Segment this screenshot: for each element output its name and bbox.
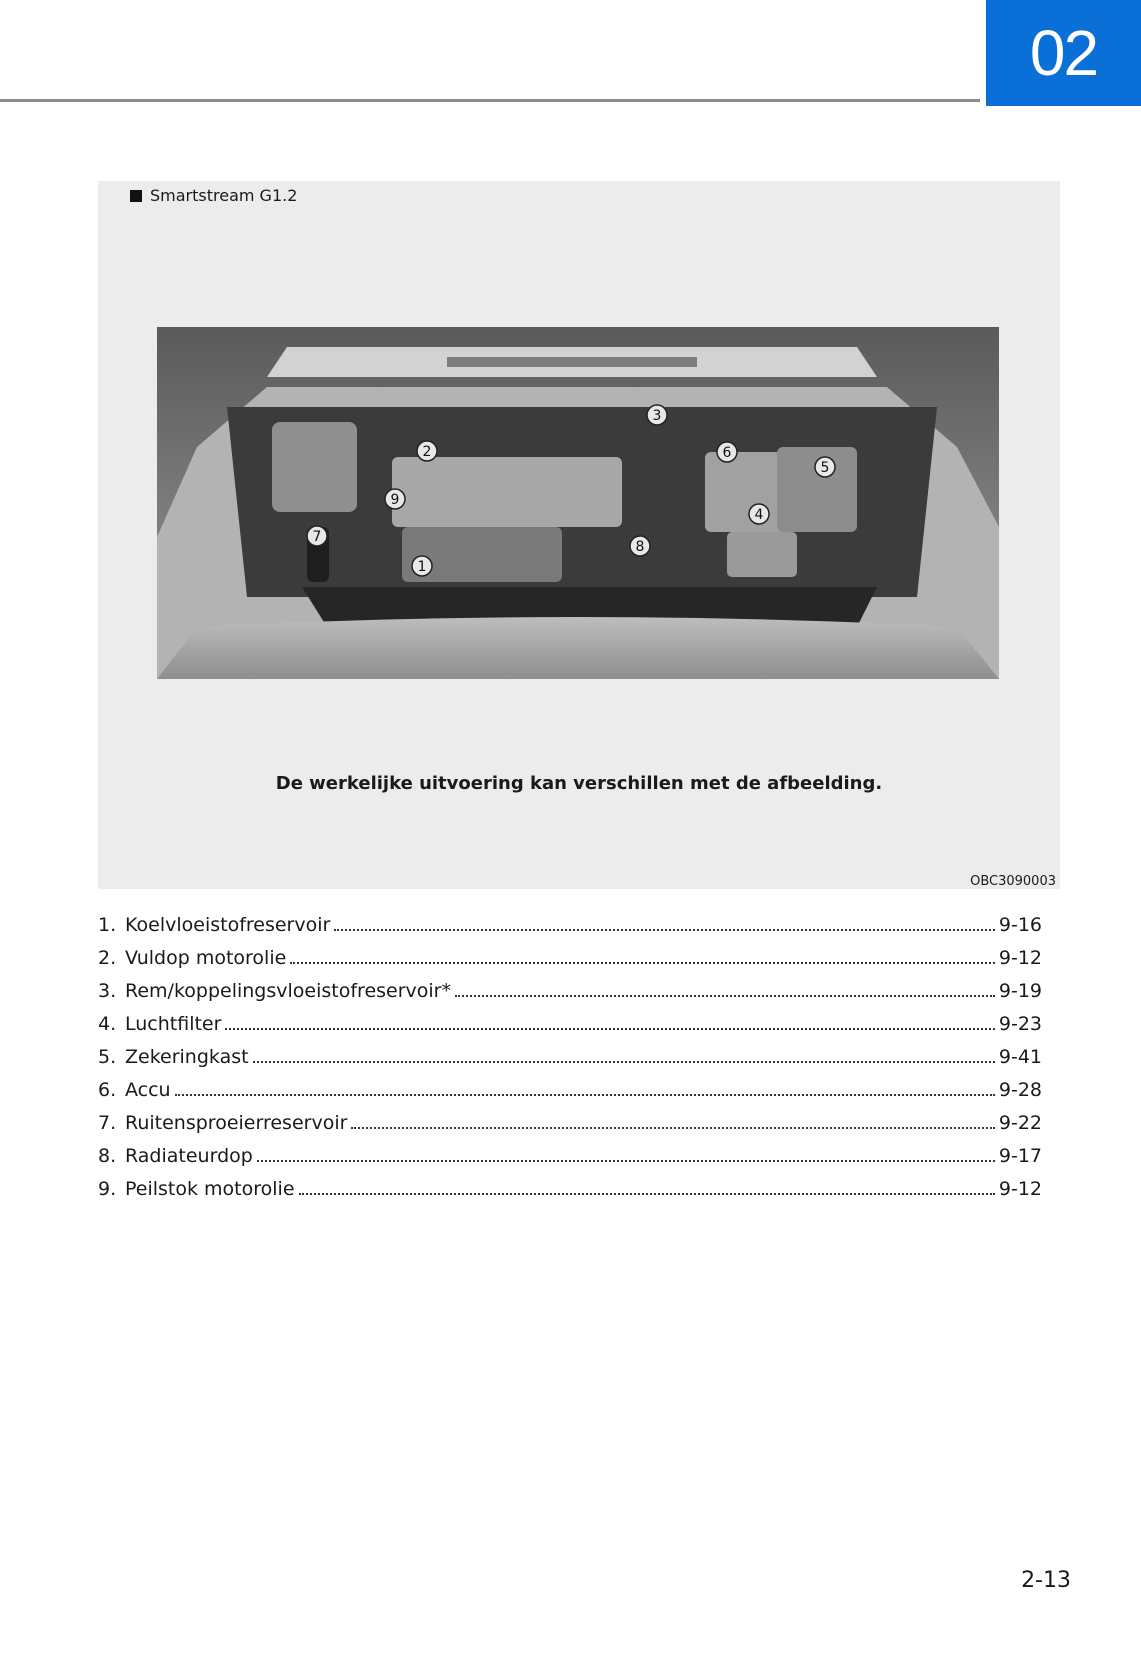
- callout-6: 6: [722, 445, 732, 461]
- item-page: 9-17: [998, 1145, 1042, 1167]
- item-label: Luchtfilter: [125, 1013, 222, 1035]
- list-item: [98, 1178, 1042, 1211]
- list-item: [98, 1013, 1042, 1046]
- list-item: [98, 1079, 1042, 1112]
- engine-figure: [98, 181, 1060, 889]
- dot-leader: [225, 1028, 994, 1030]
- item-page: 9-19: [998, 980, 1042, 1002]
- item-page: 9-12: [998, 947, 1042, 969]
- item-page: 9-22: [998, 1112, 1042, 1134]
- callout-3: 3: [652, 408, 662, 424]
- callout-2: 2: [422, 444, 432, 460]
- item-page: 9-12: [998, 1178, 1042, 1200]
- item-label: Peilstok motorolie: [125, 1178, 295, 1200]
- figure-label: [130, 186, 297, 205]
- dot-leader: [253, 1061, 995, 1063]
- item-label: Ruitensproeierreservoir: [125, 1112, 348, 1134]
- callout-9: 9: [390, 492, 400, 508]
- component-list: [98, 914, 1042, 1211]
- engine-bay-svg: [157, 327, 999, 679]
- dot-leader: [175, 1094, 995, 1096]
- engine-bay-illustration: [157, 327, 999, 679]
- item-label: Vuldop motorolie: [125, 947, 287, 969]
- figure-note: De werkelijke uitvoering kan verschillen met de afbeelding.: [275, 773, 883, 794]
- dot-leader: [455, 995, 995, 997]
- item-number: 4.: [98, 1013, 117, 1035]
- item-page: 9-16: [998, 914, 1042, 936]
- item-number: 7.: [98, 1112, 117, 1134]
- dot-leader: [290, 962, 995, 964]
- callout-8: 8: [635, 539, 645, 555]
- figure-label-text: Smartstream G1.2: [150, 186, 298, 205]
- list-item: [98, 1145, 1042, 1178]
- list-item: [98, 1046, 1042, 1079]
- item-number: 9.: [98, 1178, 117, 1200]
- figure-code: OBC3090003: [970, 874, 1056, 889]
- list-item: [98, 947, 1042, 980]
- callout-4: 4: [754, 507, 764, 523]
- callout-5: 5: [820, 460, 830, 476]
- item-label: Koelvloeistofreservoir: [125, 914, 331, 936]
- dot-leader: [334, 929, 995, 931]
- item-number: 2.: [98, 947, 117, 969]
- item-number: 8.: [98, 1145, 117, 1167]
- chapter-tab: 02: [986, 0, 1141, 106]
- item-page: 9-28: [998, 1079, 1042, 1101]
- item-label: Accu: [125, 1079, 171, 1101]
- dot-leader: [351, 1127, 994, 1129]
- item-label: Zekeringkast: [125, 1046, 249, 1068]
- callout-1: 1: [417, 559, 427, 575]
- dot-leader: [257, 1160, 995, 1162]
- list-item: [98, 1112, 1042, 1145]
- item-number: 1.: [98, 914, 117, 936]
- header-rule: [0, 99, 980, 102]
- item-number: 6.: [98, 1079, 117, 1101]
- dot-leader: [299, 1193, 995, 1195]
- item-page: 9-23: [998, 1013, 1042, 1035]
- list-item: [98, 914, 1042, 947]
- item-number: 5.: [98, 1046, 117, 1068]
- item-number: 3.: [98, 980, 117, 1002]
- item-label: Radiateurdop: [125, 1145, 253, 1167]
- item-page: 9-41: [998, 1046, 1042, 1068]
- page-number: 2-13: [1021, 1568, 1071, 1593]
- square-bullet-icon: [130, 190, 142, 202]
- item-label: Rem/koppelingsvloeistofreservoir*: [125, 980, 451, 1002]
- list-item: [98, 980, 1042, 1013]
- callout-7: 7: [312, 529, 322, 545]
